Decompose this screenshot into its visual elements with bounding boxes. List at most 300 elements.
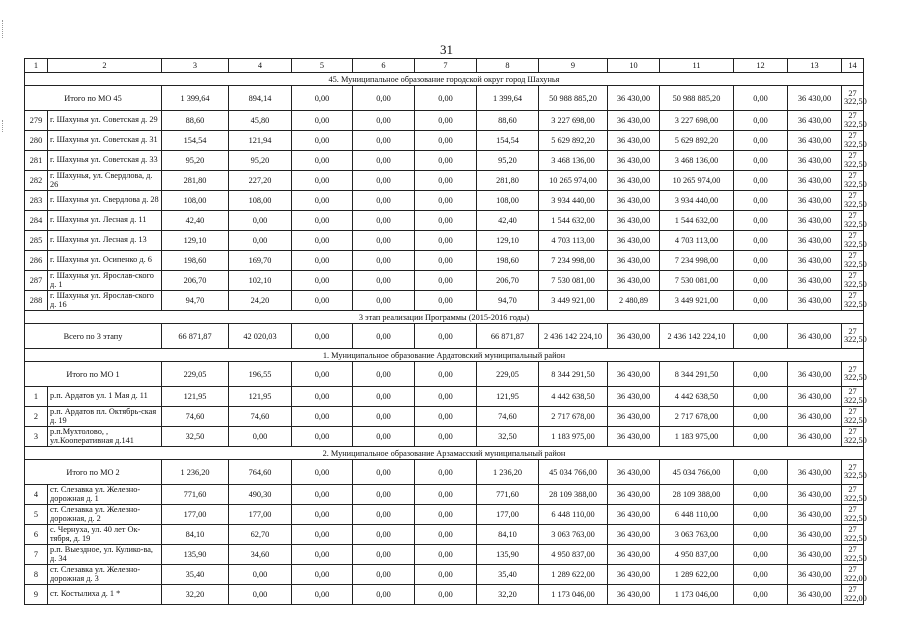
value-cell: 36 430,00 (608, 191, 660, 211)
value-cell: 0,00 (415, 362, 477, 387)
address-cell: р.п. Выездное, ул. Кулико-ва, д. 34 (48, 545, 162, 565)
value-cell: 27 322,50 (842, 271, 864, 291)
column-number-header: 13 (788, 59, 842, 73)
value-cell: 5 629 892,20 (539, 131, 608, 151)
table-row (25, 251, 864, 271)
subtotal-row (25, 324, 864, 349)
section-title: 2. Муниципальное образование Арзамасский муниципальный район (25, 447, 864, 460)
value-cell: 0,00 (292, 460, 353, 485)
section-title: 3 этап реализации Программы (2015-2016 годы) (25, 311, 864, 324)
value-cell: 32,50 (162, 427, 229, 447)
value-cell: 121,94 (229, 131, 292, 151)
value-cell: 36 430,00 (608, 362, 660, 387)
value-cell: 27 322,00 (842, 585, 864, 605)
table-row (25, 291, 864, 311)
row-number: 281 (25, 151, 48, 171)
value-cell: 0,00 (734, 131, 788, 151)
value-cell: 36 430,00 (608, 271, 660, 291)
table-row (25, 171, 864, 191)
value-cell: 0,00 (229, 211, 292, 231)
value-cell: 35,40 (477, 565, 539, 585)
table-header-row (25, 59, 864, 73)
value-cell: 74,60 (229, 407, 292, 427)
value-cell: 0,00 (353, 585, 415, 605)
value-cell: 0,00 (292, 565, 353, 585)
value-cell: 177,00 (229, 505, 292, 525)
value-cell: 0,00 (734, 565, 788, 585)
value-cell: 1 183 975,00 (660, 427, 734, 447)
value-cell: 135,90 (477, 545, 539, 565)
table-row (25, 407, 864, 427)
value-cell: 0,00 (734, 86, 788, 111)
value-cell: 88,60 (162, 111, 229, 131)
value-cell: 0,00 (734, 485, 788, 505)
column-number-header: 12 (734, 59, 788, 73)
address-cell: г. Шахунья ул. Ярослав-ского д. 1 (48, 271, 162, 291)
row-number: 1 (25, 387, 48, 407)
value-cell: 1 173 046,00 (539, 585, 608, 605)
value-cell: 0,00 (415, 231, 477, 251)
value-cell: 1 399,64 (162, 86, 229, 111)
subtotal-label: Всего по 3 этапу (25, 324, 162, 349)
value-cell: 66 871,87 (477, 324, 539, 349)
value-cell: 36 430,00 (608, 211, 660, 231)
value-cell: 10 265 974,00 (539, 171, 608, 191)
value-cell: 0,00 (292, 427, 353, 447)
value-cell: 36 430,00 (608, 111, 660, 131)
table-row (25, 131, 864, 151)
value-cell: 94,70 (162, 291, 229, 311)
value-cell: 771,60 (162, 485, 229, 505)
column-number-header: 3 (162, 59, 229, 73)
value-cell: 0,00 (353, 231, 415, 251)
value-cell: 27 322,50 (842, 151, 864, 171)
value-cell: 74,60 (162, 407, 229, 427)
value-cell: 36 430,00 (788, 111, 842, 131)
value-cell: 4 442 638,50 (660, 387, 734, 407)
value-cell: 6 448 110,00 (660, 505, 734, 525)
value-cell: 2 436 142 224,10 (660, 324, 734, 349)
value-cell: 36 430,00 (608, 407, 660, 427)
value-cell: 36 430,00 (788, 525, 842, 545)
value-cell: 3 468 136,00 (660, 151, 734, 171)
value-cell: 84,10 (477, 525, 539, 545)
column-number-header: 8 (477, 59, 539, 73)
value-cell: 42,40 (162, 211, 229, 231)
value-cell: 0,00 (292, 171, 353, 191)
value-cell: 0,00 (415, 407, 477, 427)
value-cell: 0,00 (734, 111, 788, 131)
value-cell: 0,00 (415, 111, 477, 131)
value-cell: 229,05 (477, 362, 539, 387)
table-row (25, 111, 864, 131)
value-cell: 0,00 (415, 131, 477, 151)
value-cell: 4 703 113,00 (539, 231, 608, 251)
value-cell: 0,00 (734, 291, 788, 311)
value-cell: 0,00 (734, 231, 788, 251)
value-cell: 42 020,03 (229, 324, 292, 349)
value-cell: 3 934 440,00 (539, 191, 608, 211)
value-cell: 894,14 (229, 86, 292, 111)
column-number-header: 2 (48, 59, 162, 73)
value-cell: 0,00 (353, 525, 415, 545)
value-cell: 36 430,00 (788, 291, 842, 311)
value-cell: 0,00 (353, 485, 415, 505)
value-cell: 3 063 763,00 (539, 525, 608, 545)
value-cell: 0,00 (353, 291, 415, 311)
value-cell: 206,70 (477, 271, 539, 291)
value-cell: 36 430,00 (788, 271, 842, 291)
value-cell: 0,00 (229, 565, 292, 585)
value-cell: 36 430,00 (788, 505, 842, 525)
value-cell: 0,00 (353, 545, 415, 565)
address-cell: г. Шахунья ул. Советская д. 29 (48, 111, 162, 131)
column-number-header: 10 (608, 59, 660, 73)
subtotal-label: Итого по МО 45 (25, 86, 162, 111)
value-cell: 36 430,00 (608, 525, 660, 545)
value-cell: 36 430,00 (788, 251, 842, 271)
value-cell: 0,00 (292, 585, 353, 605)
value-cell: 1 544 632,00 (539, 211, 608, 231)
value-cell: 0,00 (292, 505, 353, 525)
value-cell: 45 034 766,00 (539, 460, 608, 485)
value-cell: 0,00 (734, 362, 788, 387)
value-cell: 0,00 (353, 251, 415, 271)
address-cell: г. Шахунья ул. Советская д. 31 (48, 131, 162, 151)
value-cell: 36 430,00 (608, 565, 660, 585)
value-cell: 0,00 (292, 231, 353, 251)
value-cell: 0,00 (734, 585, 788, 605)
address-cell: р.п.Мухтолово, , ул.Кооперативная д.141 (48, 427, 162, 447)
value-cell: 36 430,00 (608, 460, 660, 485)
value-cell: 35,40 (162, 565, 229, 585)
address-cell: г. Шахунья ул. Свердлова д. 28 (48, 191, 162, 211)
value-cell: 42,40 (477, 211, 539, 231)
value-cell: 95,20 (477, 151, 539, 171)
address-cell: р.п. Ардатов ул. 1 Мая д. 11 (48, 387, 162, 407)
value-cell: 108,00 (162, 191, 229, 211)
section-title-row (25, 349, 864, 362)
row-number: 3 (25, 427, 48, 447)
value-cell: 0,00 (292, 407, 353, 427)
value-cell: 0,00 (292, 211, 353, 231)
value-cell: 3 468 136,00 (539, 151, 608, 171)
value-cell: 0,00 (415, 191, 477, 211)
value-cell: 7 530 081,00 (660, 271, 734, 291)
value-cell: 0,00 (353, 565, 415, 585)
value-cell: 0,00 (353, 324, 415, 349)
value-cell: 0,00 (415, 251, 477, 271)
margin-mark (2, 120, 4, 132)
value-cell: 27 322,50 (842, 251, 864, 271)
table-row (25, 151, 864, 171)
value-cell: 0,00 (292, 362, 353, 387)
value-cell: 1 236,20 (162, 460, 229, 485)
value-cell: 32,20 (477, 585, 539, 605)
value-cell: 1 236,20 (477, 460, 539, 485)
value-cell: 0,00 (353, 171, 415, 191)
value-cell: 0,00 (353, 191, 415, 211)
value-cell: 84,10 (162, 525, 229, 545)
value-cell: 0,00 (292, 111, 353, 131)
value-cell: 0,00 (734, 545, 788, 565)
value-cell: 0,00 (292, 251, 353, 271)
value-cell: 36 430,00 (608, 231, 660, 251)
value-cell: 3 227 698,00 (539, 111, 608, 131)
value-cell: 0,00 (415, 271, 477, 291)
value-cell: 0,00 (292, 545, 353, 565)
value-cell: 0,00 (292, 191, 353, 211)
value-cell: 36 430,00 (788, 131, 842, 151)
value-cell: 36 430,00 (608, 485, 660, 505)
value-cell: 0,00 (734, 191, 788, 211)
value-cell: 0,00 (292, 525, 353, 545)
value-cell: 0,00 (415, 565, 477, 585)
value-cell: 36 430,00 (608, 505, 660, 525)
column-number-header: 4 (229, 59, 292, 73)
row-number: 286 (25, 251, 48, 271)
value-cell: 196,55 (229, 362, 292, 387)
value-cell: 0,00 (292, 291, 353, 311)
value-cell: 10 265 974,00 (660, 171, 734, 191)
subtotal-label: Итого по МО 1 (25, 362, 162, 387)
value-cell: 0,00 (415, 324, 477, 349)
address-cell: г. Шахунья ул. Советская д. 33 (48, 151, 162, 171)
value-cell: 0,00 (292, 271, 353, 291)
table-row (25, 505, 864, 525)
address-cell: г. Шахунья, ул. Свердлова, д. 26 (48, 171, 162, 191)
value-cell: 0,00 (734, 407, 788, 427)
value-cell: 66 871,87 (162, 324, 229, 349)
value-cell: 177,00 (477, 505, 539, 525)
table-row (25, 525, 864, 545)
value-cell: 36 430,00 (788, 171, 842, 191)
subtotal-row (25, 362, 864, 387)
value-cell: 1 399,64 (477, 86, 539, 111)
value-cell: 0,00 (415, 505, 477, 525)
value-cell: 102,10 (229, 271, 292, 291)
value-cell: 27 322,50 (842, 427, 864, 447)
value-cell: 32,50 (477, 427, 539, 447)
value-cell: 129,10 (477, 231, 539, 251)
value-cell: 95,20 (229, 151, 292, 171)
subtotal-row (25, 86, 864, 111)
value-cell: 154,54 (162, 131, 229, 151)
address-cell: с. Чернуха, ул. 40 лет Ок-тября, д. 19 (48, 525, 162, 545)
value-cell: 0,00 (734, 171, 788, 191)
value-cell: 36 430,00 (608, 151, 660, 171)
value-cell: 0,00 (734, 525, 788, 545)
value-cell: 45 034 766,00 (660, 460, 734, 485)
value-cell: 36 430,00 (788, 211, 842, 231)
value-cell: 36 430,00 (608, 545, 660, 565)
value-cell: 27 322,50 (842, 171, 864, 191)
value-cell: 27 322,50 (842, 407, 864, 427)
value-cell: 771,60 (477, 485, 539, 505)
value-cell: 0,00 (292, 86, 353, 111)
table-row (25, 231, 864, 251)
address-cell: г. Шахунья ул. Лесная д. 11 (48, 211, 162, 231)
row-number: 5 (25, 505, 48, 525)
section-title: 45. Муниципальное образование городской округ город Шахунья (25, 73, 864, 86)
value-cell: 0,00 (415, 427, 477, 447)
value-cell: 27 322,50 (842, 131, 864, 151)
value-cell: 27 322,00 (842, 565, 864, 585)
program-table (24, 58, 867, 605)
value-cell: 3 449 921,00 (660, 291, 734, 311)
value-cell: 27 322,50 (842, 362, 864, 387)
value-cell: 3 449 921,00 (539, 291, 608, 311)
value-cell: 36 430,00 (788, 460, 842, 485)
value-cell: 3 063 763,00 (660, 525, 734, 545)
value-cell: 281,80 (477, 171, 539, 191)
value-cell: 0,00 (415, 291, 477, 311)
value-cell: 4 950 837,00 (660, 545, 734, 565)
value-cell: 28 109 388,00 (660, 485, 734, 505)
row-number: 9 (25, 585, 48, 605)
value-cell: 36 430,00 (788, 427, 842, 447)
value-cell: 0,00 (734, 211, 788, 231)
column-number-header: 11 (660, 59, 734, 73)
value-cell: 27 322,50 (842, 387, 864, 407)
row-number: 6 (25, 525, 48, 545)
value-cell: 7 234 998,00 (539, 251, 608, 271)
value-cell: 0,00 (734, 324, 788, 349)
row-number: 284 (25, 211, 48, 231)
row-number: 282 (25, 171, 48, 191)
row-number: 8 (25, 565, 48, 585)
value-cell: 0,00 (353, 211, 415, 231)
address-cell: г. Шахунья ул. Лесная д. 13 (48, 231, 162, 251)
value-cell: 0,00 (415, 171, 477, 191)
value-cell: 0,00 (353, 460, 415, 485)
value-cell: 62,70 (229, 525, 292, 545)
value-cell: 0,00 (353, 505, 415, 525)
address-cell: г. Шахунья ул. Ярослав-ского д. 16 (48, 291, 162, 311)
value-cell: 0,00 (415, 86, 477, 111)
value-cell: 0,00 (415, 387, 477, 407)
value-cell: 121,95 (229, 387, 292, 407)
margin-mark (2, 20, 4, 38)
table-row (25, 271, 864, 291)
value-cell: 36 430,00 (788, 585, 842, 605)
table-row (25, 387, 864, 407)
value-cell: 0,00 (734, 387, 788, 407)
value-cell: 36 430,00 (608, 86, 660, 111)
value-cell: 121,95 (477, 387, 539, 407)
value-cell: 27 322,50 (842, 211, 864, 231)
address-cell: ст. Слезавка ул. Железно-дорожная д. 3 (48, 565, 162, 585)
address-cell: ст. Слезавка ул. Железно-дорожная, д. 2 (48, 505, 162, 525)
row-number: 279 (25, 111, 48, 131)
value-cell: 0,00 (353, 111, 415, 131)
row-number: 280 (25, 131, 48, 151)
value-cell: 764,60 (229, 460, 292, 485)
value-cell: 36 430,00 (788, 485, 842, 505)
value-cell: 0,00 (353, 151, 415, 171)
value-cell: 36 430,00 (788, 545, 842, 565)
value-cell: 6 448 110,00 (539, 505, 608, 525)
section-title-row (25, 311, 864, 324)
table-body (25, 59, 867, 605)
value-cell: 1 183 975,00 (539, 427, 608, 447)
value-cell: 1 289 622,00 (539, 565, 608, 585)
column-number-header: 6 (353, 59, 415, 73)
column-number-header: 1 (25, 59, 48, 73)
table-row (25, 427, 864, 447)
value-cell: 0,00 (415, 151, 477, 171)
table-row (25, 585, 864, 605)
section-title-row (25, 447, 864, 460)
value-cell: 0,00 (292, 151, 353, 171)
value-cell: 154,54 (477, 131, 539, 151)
row-number: 283 (25, 191, 48, 211)
value-cell: 50 988 885,20 (539, 86, 608, 111)
value-cell: 198,60 (162, 251, 229, 271)
value-cell: 177,00 (162, 505, 229, 525)
value-cell: 1 173 046,00 (660, 585, 734, 605)
subtotal-row (25, 460, 864, 485)
row-number: 2 (25, 407, 48, 427)
value-cell: 2 436 142 224,10 (539, 324, 608, 349)
row-number: 288 (25, 291, 48, 311)
value-cell: 27 322,50 (842, 545, 864, 565)
value-cell: 36 430,00 (608, 427, 660, 447)
value-cell: 0,00 (292, 324, 353, 349)
value-cell: 36 430,00 (788, 407, 842, 427)
value-cell: 4 442 638,50 (539, 387, 608, 407)
value-cell: 0,00 (292, 387, 353, 407)
value-cell: 0,00 (415, 585, 477, 605)
value-cell: 27 322,50 (842, 191, 864, 211)
value-cell: 27 322,50 (842, 86, 864, 111)
table-row (25, 191, 864, 211)
value-cell: 27 322,50 (842, 291, 864, 311)
value-cell: 45,80 (229, 111, 292, 131)
address-cell: ст. Слезавка ул. Железно-дорожная д. 1 (48, 485, 162, 505)
row-number: 7 (25, 545, 48, 565)
value-cell: 27 322,50 (842, 525, 864, 545)
value-cell: 206,70 (162, 271, 229, 291)
value-cell: 27 322,50 (842, 460, 864, 485)
value-cell: 36 430,00 (608, 324, 660, 349)
value-cell: 36 430,00 (608, 387, 660, 407)
column-number-header: 9 (539, 59, 608, 73)
value-cell: 24,20 (229, 291, 292, 311)
value-cell: 0,00 (734, 427, 788, 447)
value-cell: 36 430,00 (608, 131, 660, 151)
value-cell: 88,60 (477, 111, 539, 131)
value-cell: 2 717 678,00 (660, 407, 734, 427)
value-cell: 0,00 (415, 460, 477, 485)
table-row (25, 485, 864, 505)
value-cell: 490,30 (229, 485, 292, 505)
value-cell: 0,00 (353, 387, 415, 407)
value-cell: 0,00 (353, 362, 415, 387)
value-cell: 28 109 388,00 (539, 485, 608, 505)
subtotal-label: Итого по МО 2 (25, 460, 162, 485)
row-number: 285 (25, 231, 48, 251)
value-cell: 0,00 (415, 545, 477, 565)
address-cell: г. Шахунья ул. Осипенко д. 6 (48, 251, 162, 271)
value-cell: 27 322,50 (842, 231, 864, 251)
value-cell: 7 530 081,00 (539, 271, 608, 291)
value-cell: 108,00 (477, 191, 539, 211)
table-row (25, 211, 864, 231)
value-cell: 0,00 (353, 407, 415, 427)
value-cell: 121,95 (162, 387, 229, 407)
value-cell: 2 717 678,00 (539, 407, 608, 427)
